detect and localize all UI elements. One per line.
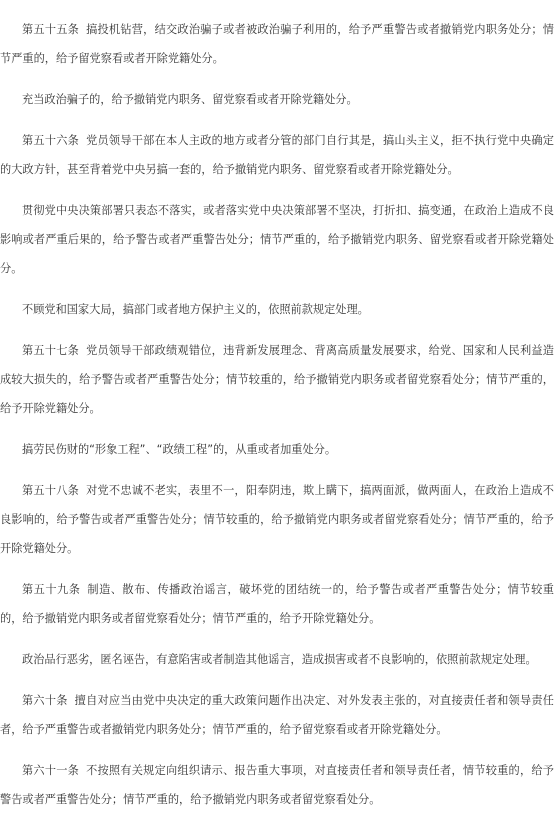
article-56-paragraph (0, 126, 554, 184)
paragraph-text: 对党不忠诚不老实，表里不一，阳奉阴违，欺上瞒下，搞两面派，做两面人，在政治上造成不良影响的，给予警告或者严重警告处分；情节较重的，给予撤销党内职务或者留党察看处分；情节严重的，给予开除党籍处分。 (0, 484, 554, 555)
article-56-paragraph-2 (0, 196, 554, 283)
paragraph-text: 党员领导干部在本人主政的地方或者分管的部门自行其是，搞山头主义，拒不执行党中央确定的大政方针，甚至背着党中央另搞一套的，给予撤销党内职务、留党察看或者开除党籍处分。 (0, 134, 554, 176)
article-55-paragraph-2 (0, 85, 554, 114)
article-label: 第六十条 (22, 694, 68, 707)
paragraph-text: 党员领导干部政绩观错位，违背新发展理念、背离高质量发展要求，给党、国家和人民利益造成较大损失的，给予警告或者严重警告处分；情节较重的，给予撤销党内职务或者留党察看处分；情节严重的，给予开除党籍处分。 (0, 344, 554, 415)
document-body (0, 15, 554, 826)
article-label: 第五十五条 (22, 23, 80, 36)
article-57-paragraph (0, 336, 554, 423)
paragraph-text: 制造、散布、传播政治谣言，破坏党的团结统一的，给予警告或者严重警告处分；情节较重的，给予撤销党内职务或者留党察看处分；情节严重的，给予开除党籍处分。 (0, 583, 554, 625)
article-label: 第五十八条 (22, 484, 80, 497)
paragraph-text: 政治品行恶劣，匿名诬告，有意陷害或者制造其他谣言，造成损害或者不良影响的，依照前款规定处理。 (22, 653, 537, 666)
paragraph-text: 搞投机钻营，结交政治骗子或者被政治骗子利用的，给予严重警告或者撤销党内职务处分；情节严重的，给予留党察看或者开除党籍处分。 (0, 23, 554, 65)
paragraph-text: 不顾党和国家大局，搞部门或者地方保护主义的，依照前款规定处理。 (22, 303, 369, 316)
article-59-paragraph (0, 575, 554, 633)
paragraph-text: 擅自对应当由党中央决定的重大政策问题作出决定、对外发表主张的，对直接责任者和领导责任者，给予严重警告或者撤销党内职务处分；情节严重的，给予留党察看或者开除党籍处分。 (0, 694, 554, 736)
paragraph-text: 搞劳民伤财的“形象工程”、“政绩工程”的，从重或者加重处分。 (22, 443, 337, 456)
article-55-paragraph (0, 15, 554, 73)
article-59-paragraph-2 (0, 645, 554, 674)
article-58-paragraph (0, 476, 554, 563)
article-61-paragraph (0, 756, 554, 814)
article-label: 第六十一条 (22, 764, 80, 777)
paragraph-text: 充当政治骗子的，给予撤销党内职务、留党察看或者开除党籍处分。 (22, 93, 358, 106)
article-57-paragraph-2 (0, 435, 554, 464)
article-label: 第五十九条 (22, 583, 81, 596)
paragraph-text: 不按照有关规定向组织请示、报告重大事项，对直接责任者和领导责任者，情节较重的，给予警告或者严重警告处分；情节严重的，给予撤销党内职务或者留党察看处分。 (0, 764, 554, 806)
article-60-paragraph (0, 686, 554, 744)
paragraph-text: 贯彻党中央决策部署只表态不落实，或者落实党中央决策部署不坚决，打折扣、搞变通，在政治上造成不良影响或者严重后果的，给予警告或者严重警告处分；情节严重的，给予撤销党内职务、留党察看或者开除党籍处分。 (0, 204, 554, 275)
article-56-paragraph-3 (0, 295, 554, 324)
article-label: 第五十六条 (22, 134, 80, 147)
article-label: 第五十七条 (22, 344, 80, 357)
